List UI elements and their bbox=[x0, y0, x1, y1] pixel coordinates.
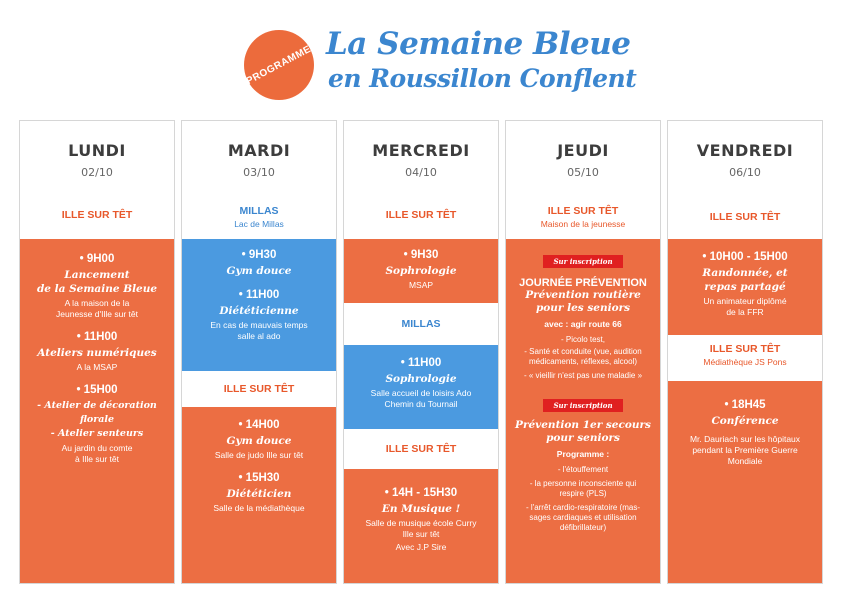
place-label: ILLE SUR TÊT bbox=[385, 443, 457, 455]
event-detail: Ille sur têt bbox=[402, 529, 440, 539]
event-detail: A la maison de la bbox=[64, 298, 130, 308]
day-date: 03/10 bbox=[243, 166, 275, 179]
event-time: • 14H - 15H30 bbox=[350, 487, 492, 499]
event-detail: à Ille sur têt bbox=[75, 454, 119, 464]
event-title: Gym douce bbox=[226, 435, 292, 447]
list-item: défibrillateur) bbox=[559, 523, 607, 532]
day-name: MARDI bbox=[227, 141, 291, 160]
event-detail: Mr. Dauriach sur les hôpitaux bbox=[689, 434, 801, 444]
event-detail: Un animateur diplômé bbox=[703, 296, 787, 306]
inscription-tag: Sur inscription bbox=[543, 399, 622, 412]
event-detail: Salle de musique école Curry bbox=[365, 518, 477, 528]
place-sublabel: Médiathèque JS Pons bbox=[703, 357, 787, 367]
event-detail: Salle de la médiathèque bbox=[213, 503, 305, 513]
event-heading: JOURNÉE PRÉVENTION bbox=[519, 277, 647, 289]
event-time: • 11H00 bbox=[188, 289, 330, 301]
place-header bbox=[344, 209, 498, 221]
list-item: respire (PLS) bbox=[559, 489, 607, 498]
event-block bbox=[668, 239, 822, 335]
event-item bbox=[26, 331, 168, 373]
event-block bbox=[668, 381, 822, 583]
day-date: 05/10 bbox=[567, 166, 599, 179]
event-title: Prévention routière bbox=[525, 289, 641, 301]
event-time: • 9H30 bbox=[188, 249, 330, 261]
event-item bbox=[188, 249, 330, 278]
event-time: • 15H00 bbox=[26, 384, 168, 396]
column-mercredi bbox=[343, 120, 499, 584]
event-item bbox=[188, 419, 330, 461]
list-item: médicaments, réflexes, alcool) bbox=[528, 357, 638, 366]
event-detail: Au jardin du comte bbox=[61, 443, 133, 453]
place-label: ILLE SUR TÊT bbox=[223, 383, 295, 395]
event-time: • 9H00 bbox=[26, 253, 168, 265]
place-label: ILLE SUR TÊT bbox=[61, 209, 133, 221]
day-header bbox=[182, 141, 336, 179]
events-block bbox=[506, 239, 660, 583]
event-title: Diététicien bbox=[226, 488, 292, 500]
event-time: • 14H00 bbox=[188, 419, 330, 431]
event-time: • 15H30 bbox=[188, 472, 330, 484]
list-item: - l'étouffement bbox=[557, 465, 609, 474]
event-title: - Atelier senteurs bbox=[50, 428, 144, 439]
column-lundi bbox=[19, 120, 175, 584]
event-title: - Atelier de décoration florale bbox=[37, 400, 157, 425]
day-header bbox=[344, 141, 498, 179]
place-header bbox=[182, 371, 336, 407]
list-item: - Picolo test, bbox=[560, 335, 605, 344]
page-title: La Semaine Bleue bbox=[326, 26, 631, 62]
event-title: Diététicienne bbox=[219, 305, 299, 317]
event-time: • 18H45 bbox=[674, 399, 816, 411]
place-sublabel: Lac de Millas bbox=[234, 219, 284, 229]
event-block bbox=[344, 345, 498, 429]
event-detail: Salle accueil de loisirs Ado bbox=[370, 388, 472, 398]
event-detail: salle al ado bbox=[237, 331, 281, 341]
event-title: pour les seniors bbox=[535, 302, 631, 314]
page-subtitle: en Roussillon Conflent bbox=[328, 64, 637, 93]
place-header bbox=[506, 205, 660, 229]
place-header bbox=[668, 335, 822, 381]
event-title: Conférence bbox=[711, 415, 779, 427]
day-name: JEUDI bbox=[557, 141, 609, 160]
list-item: - Santé et conduite (vue, audition bbox=[524, 347, 642, 356]
day-header bbox=[20, 141, 174, 179]
place-header bbox=[20, 209, 174, 221]
event-partner: avec : agir route 66 bbox=[544, 319, 622, 329]
day-name: MERCREDI bbox=[372, 141, 470, 160]
list-item: sages cardiaques et utilisation bbox=[529, 513, 637, 522]
event-title: de la Semaine Bleue bbox=[36, 283, 158, 295]
event-detail: A la MSAP bbox=[76, 362, 118, 372]
event-detail: Salle de judo Ille sur têt bbox=[214, 450, 304, 460]
column-vendredi bbox=[667, 120, 823, 584]
event-block bbox=[344, 239, 498, 303]
event-title: Prévention 1er secours bbox=[515, 419, 651, 431]
place-label: ILLE SUR TÊT bbox=[709, 211, 781, 223]
place-label: ILLE SUR TÊT bbox=[385, 209, 457, 221]
place-label: MILLAS bbox=[401, 318, 441, 330]
events-block bbox=[182, 239, 336, 371]
column-jeudi bbox=[505, 120, 661, 584]
event-detail: Jeunesse d'Ille sur têt bbox=[56, 309, 138, 319]
badge-label: PROGRAMME bbox=[244, 43, 314, 87]
event-block bbox=[344, 469, 498, 583]
place-header bbox=[344, 303, 498, 345]
day-header bbox=[668, 141, 822, 179]
place-label: ILLE SUR TÊT bbox=[547, 205, 619, 217]
day-date: 02/10 bbox=[81, 166, 113, 179]
event-time: • 11H00 bbox=[26, 331, 168, 343]
place-header bbox=[668, 211, 822, 223]
event-detail: En cas de mauvais temps bbox=[210, 320, 308, 330]
event-title: Gym douce bbox=[226, 265, 292, 277]
event-programme: Programme : bbox=[556, 449, 610, 459]
inscription-tag: Sur inscription bbox=[543, 255, 622, 268]
event-detail: Mondiale bbox=[727, 456, 763, 466]
list-item: - la personne inconsciente qui bbox=[529, 479, 637, 488]
list-item: - l'arrêt cardio-respiratoire (mas- bbox=[526, 503, 640, 512]
event-item bbox=[188, 289, 330, 342]
event-detail: Avec J.P Sire bbox=[395, 542, 447, 552]
list-item: - « vieillir n'est pas une maladie » bbox=[523, 371, 643, 380]
place-label: MILLAS bbox=[239, 205, 279, 217]
place-header bbox=[344, 429, 498, 469]
event-title: En Musique ! bbox=[381, 503, 461, 515]
event-time: • 9H30 bbox=[350, 249, 492, 261]
event-detail: de la FFR bbox=[726, 307, 764, 317]
event-item bbox=[26, 384, 168, 465]
place-sublabel: Maison de la jeunesse bbox=[540, 219, 626, 229]
event-title: Randonnée, et bbox=[702, 267, 788, 279]
event-detail: Chemin du Tournail bbox=[384, 399, 458, 409]
event-title: pour seniors bbox=[546, 432, 620, 444]
event-time: • 10H00 - 15H00 bbox=[674, 251, 816, 263]
programme-badge bbox=[244, 30, 314, 100]
day-name: VENDREDI bbox=[696, 141, 794, 160]
day-header bbox=[506, 141, 660, 179]
event-detail: pendant la Première Guerre bbox=[692, 445, 798, 455]
event-title: Sophrologie bbox=[385, 373, 457, 385]
event-item bbox=[26, 253, 168, 320]
day-date: 06/10 bbox=[729, 166, 761, 179]
place-header bbox=[182, 205, 336, 229]
event-title: Sophrologie bbox=[385, 265, 457, 277]
event-title: Ateliers numériques bbox=[37, 347, 157, 359]
event-detail: MSAP bbox=[408, 280, 434, 290]
day-date: 04/10 bbox=[405, 166, 437, 179]
events-block bbox=[20, 239, 174, 583]
column-mardi bbox=[181, 120, 337, 584]
event-time: • 11H00 bbox=[350, 357, 492, 369]
event-title: repas partagé bbox=[704, 281, 786, 293]
event-title: Lancement bbox=[64, 269, 130, 281]
event-item bbox=[188, 472, 330, 514]
day-name: LUNDI bbox=[68, 141, 126, 160]
events-block bbox=[182, 407, 336, 583]
place-label: ILLE SUR TÊT bbox=[709, 343, 781, 355]
